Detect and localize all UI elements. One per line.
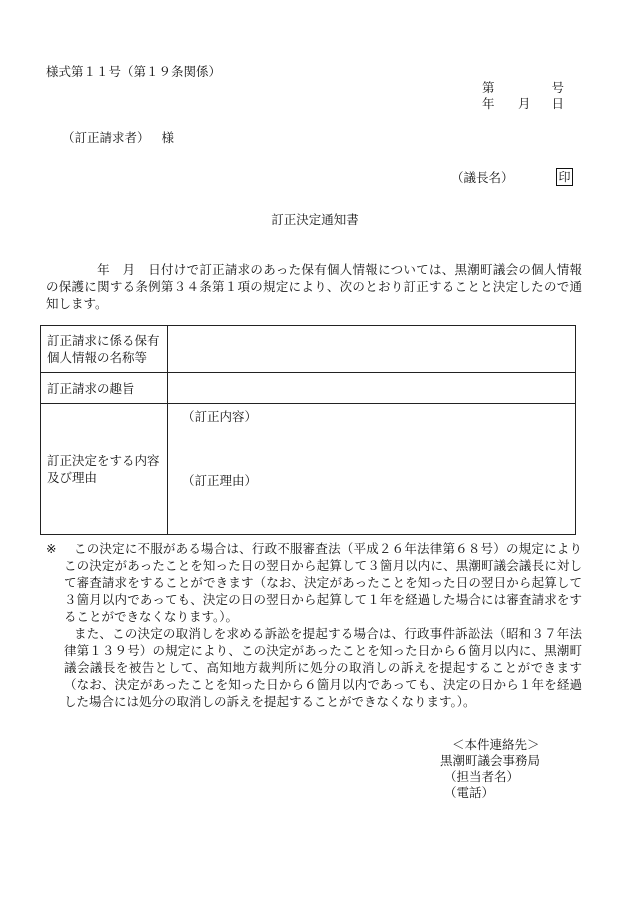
notes <box>46 540 582 710</box>
note-appeal-paragraph: この決定に不服がある場合は、行政不服審査法（平成２６年法律第６８号）の規定によりこの決定があったことを知った日の翌日から起算して３箇月以内に、黒潮町議会議長に対して審査請求をすることができます（なお、決定があったことを知った日の翌日から起算して３箇月以内であっても、決定の日の翌日から起算して１年を経過した場合には審査請求をすることができなくなります。）。 <box>64 541 582 624</box>
chairperson-name: （議長名） <box>451 170 514 185</box>
date-month: 月 <box>518 96 531 111</box>
contact-phone: （電話） <box>444 785 495 800</box>
contact-info <box>440 737 540 801</box>
contact-heading: ＜本件連絡先＞ <box>452 737 540 752</box>
table-row <box>41 404 576 535</box>
row-label-request-purpose: 訂正請求の趣旨 <box>41 373 168 404</box>
contact-office: 黒潮町議会事務局 <box>440 753 541 768</box>
document-number <box>476 82 568 96</box>
date-day: 日 <box>551 96 564 111</box>
document-number-suffix: 号 <box>551 80 564 95</box>
row-value-request-purpose <box>168 373 576 404</box>
contact-person: （担当者名） <box>444 769 520 784</box>
seal-stamp: 印 <box>556 168 573 186</box>
correction-content-label: （訂正内容） <box>182 409 258 424</box>
date-year: 年 <box>482 96 495 111</box>
document-date <box>478 98 568 112</box>
intro-paragraph: 年 月 日付けで訂正請求のあった保有個人情報については、黒潮町議会の個人情報の保護に関する条例第３４条第１項の規定により、次のとおり訂正することと決定したので通知します。 <box>46 262 582 311</box>
row-label-info-name: 訂正請求に係る保有個人情報の名称等 <box>41 326 168 373</box>
note-mark: ※ <box>46 541 57 556</box>
addressee-name: （訂正請求者） <box>62 130 150 145</box>
table-row <box>41 373 576 404</box>
note-lawsuit-paragraph: また、この決定の取消しを求める訴訟を提起する場合は、行政事件訴訟法（昭和３７年法律第１３９号）の規定により、この決定があったことを知った日から６箇月以内に、黒潮町議会議長を被告として、高知地方裁判所に処分の取消しの訴えを提起することができます（なお、決定があったことを知った日から６箇月以内であっても、決定の日から１年を経過した場合には処分の取消しの訴えを提起することができなくなります。）。 <box>64 626 582 709</box>
table-row <box>41 326 576 373</box>
row-value-info-name <box>168 326 576 373</box>
decision-table <box>40 325 576 535</box>
document-number-prefix: 第 <box>482 80 495 95</box>
document-title: 訂正決定通知書 <box>271 212 359 227</box>
addressee <box>62 132 174 145</box>
correction-reason-label: （訂正理由） <box>182 473 258 488</box>
addressee-honorific: 様 <box>161 130 175 145</box>
row-label-decision-content: 訂正決定をする内容及び理由 <box>41 404 168 535</box>
row-value-decision-content <box>168 404 576 535</box>
form-number: 様式第１１号（第１９条関係） <box>46 64 222 79</box>
